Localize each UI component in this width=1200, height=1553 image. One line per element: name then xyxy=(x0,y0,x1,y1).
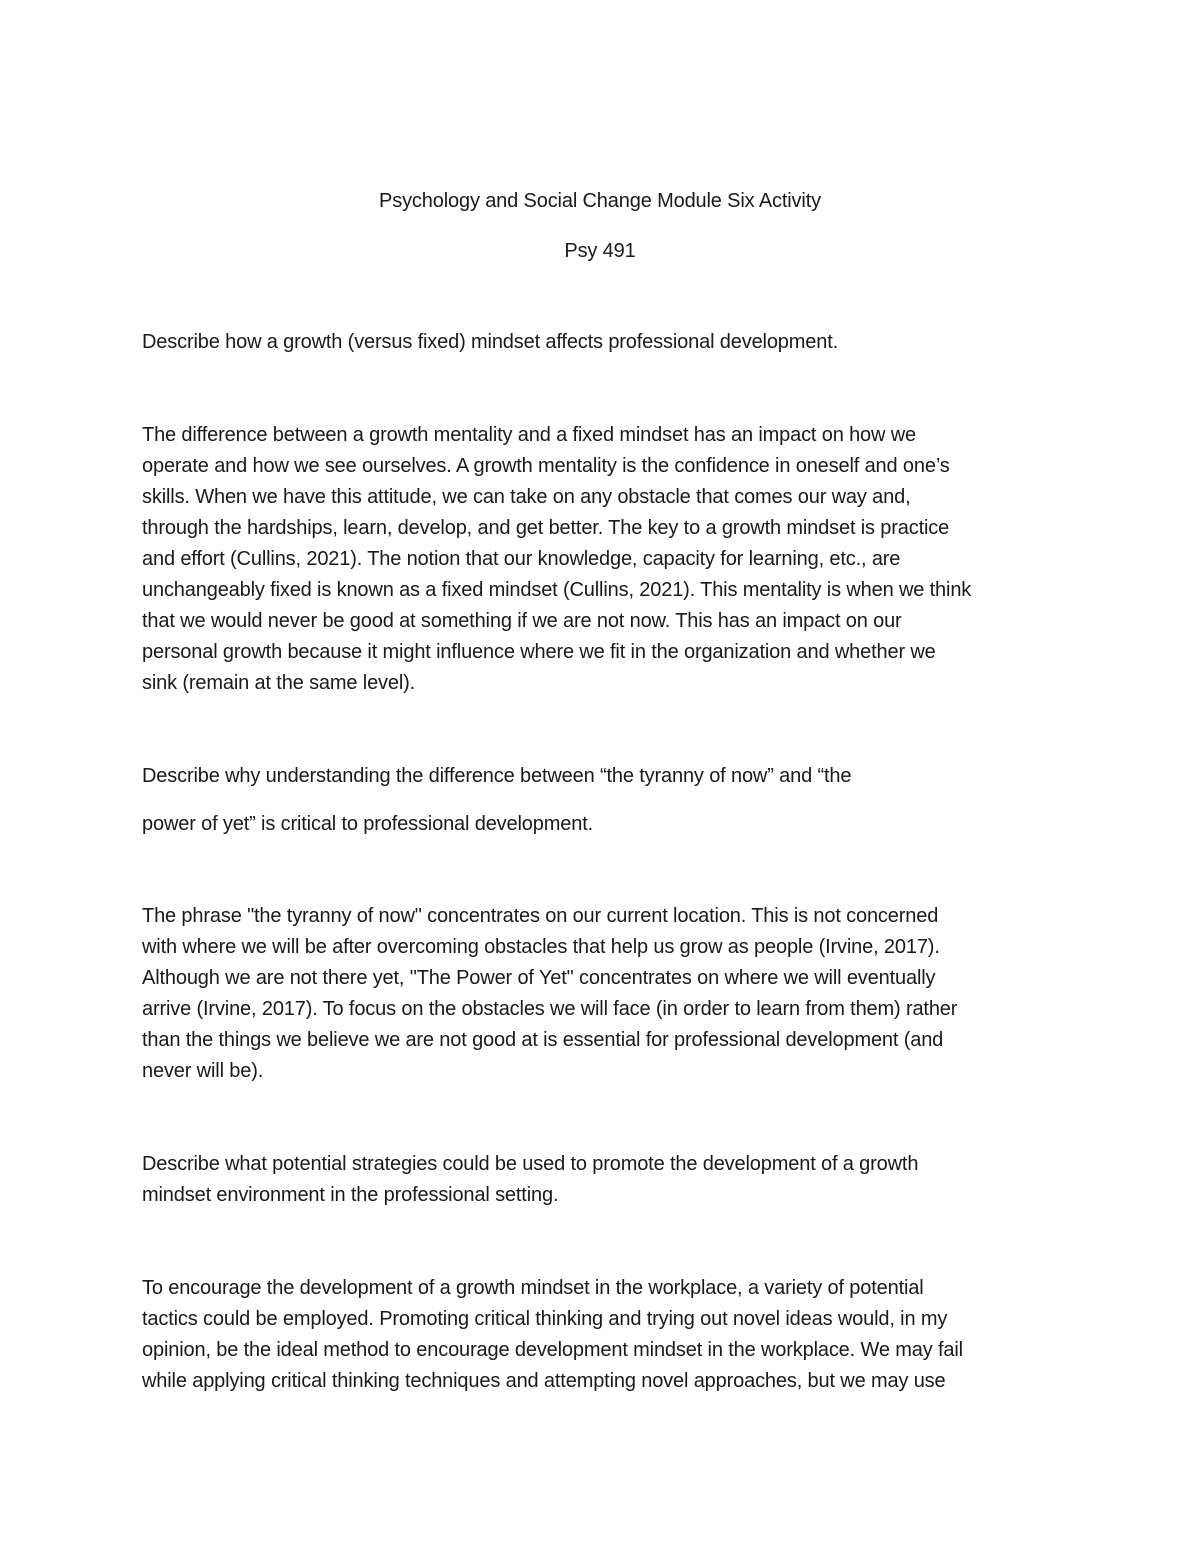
answer-2-line: never will be). xyxy=(142,1060,264,1082)
answer-1-line: personal growth because it might influence where we fit in the organization and whether we xyxy=(142,641,936,663)
answer-1-line: skills. When we have this attitude, we can take on any obstacle that comes our way and, xyxy=(142,486,911,508)
answer-2-line: Although we are not there yet, "The Power of Yet" concentrates on where we will eventually xyxy=(142,967,936,989)
document-title: Psychology and Social Change Module Six Activity xyxy=(379,190,821,212)
answer-2-line: The phrase "the tyranny of now" concentrates on our current location. This is not concerned xyxy=(142,905,939,927)
question-1-prompt: Describe how a growth (versus fixed) mindset affects professional development. xyxy=(142,331,839,353)
question-2-prompt-line: Describe why understanding the difference between “the tyranny of now” and “the xyxy=(142,765,852,787)
answer-3-line: while applying critical thinking techniques and attempting novel approaches, but we may use xyxy=(142,1370,946,1392)
answer-2-line: than the things we believe we are not good at is essential for professional development (and xyxy=(142,1029,944,1051)
question-3-prompt-line: mindset environment in the professional setting. xyxy=(142,1184,559,1206)
answer-2-line: arrive (Irvine, 2017). To focus on the obstacles we will face (in order to learn from them) rather xyxy=(142,998,958,1020)
answer-1-line: and effort (Cullins, 2021). The notion that our knowledge, capacity for learning, etc., are xyxy=(142,548,901,570)
course-code: Psy 491 xyxy=(564,240,636,262)
question-3-prompt-line: Describe what potential strategies could be used to promote the development of a growth xyxy=(142,1153,919,1175)
answer-3-line: opinion, be the ideal method to encourage development mindset in the workplace. We may fail xyxy=(142,1339,963,1361)
answer-3-line: To encourage the development of a growth mindset in the workplace, a variety of potential xyxy=(142,1277,924,1299)
answer-3-line: tactics could be employed. Promoting critical thinking and trying out novel ideas would, in my xyxy=(142,1308,948,1330)
answer-1-line: unchangeably fixed is known as a fixed mindset (Cullins, 2021). This mentality is when we think xyxy=(142,579,972,601)
answer-1-line: sink (remain at the same level). xyxy=(142,672,416,694)
answer-1-line: through the hardships, learn, develop, and get better. The key to a growth mindset is practice xyxy=(142,517,950,539)
answer-1-line: The difference between a growth mentality and a fixed mindset has an impact on how we xyxy=(142,424,916,446)
question-2-prompt-line: power of yet” is critical to professional development. xyxy=(142,813,594,835)
answer-2-line: with where we will be after overcoming obstacles that help us grow as people (Irvine, 2017). xyxy=(142,936,940,958)
answer-1-line: operate and how we see ourselves. A growth mentality is the confidence in oneself and one’s xyxy=(142,455,950,477)
answer-1-line: that we would never be good at something if we are not now. This has an impact on our xyxy=(142,610,902,632)
